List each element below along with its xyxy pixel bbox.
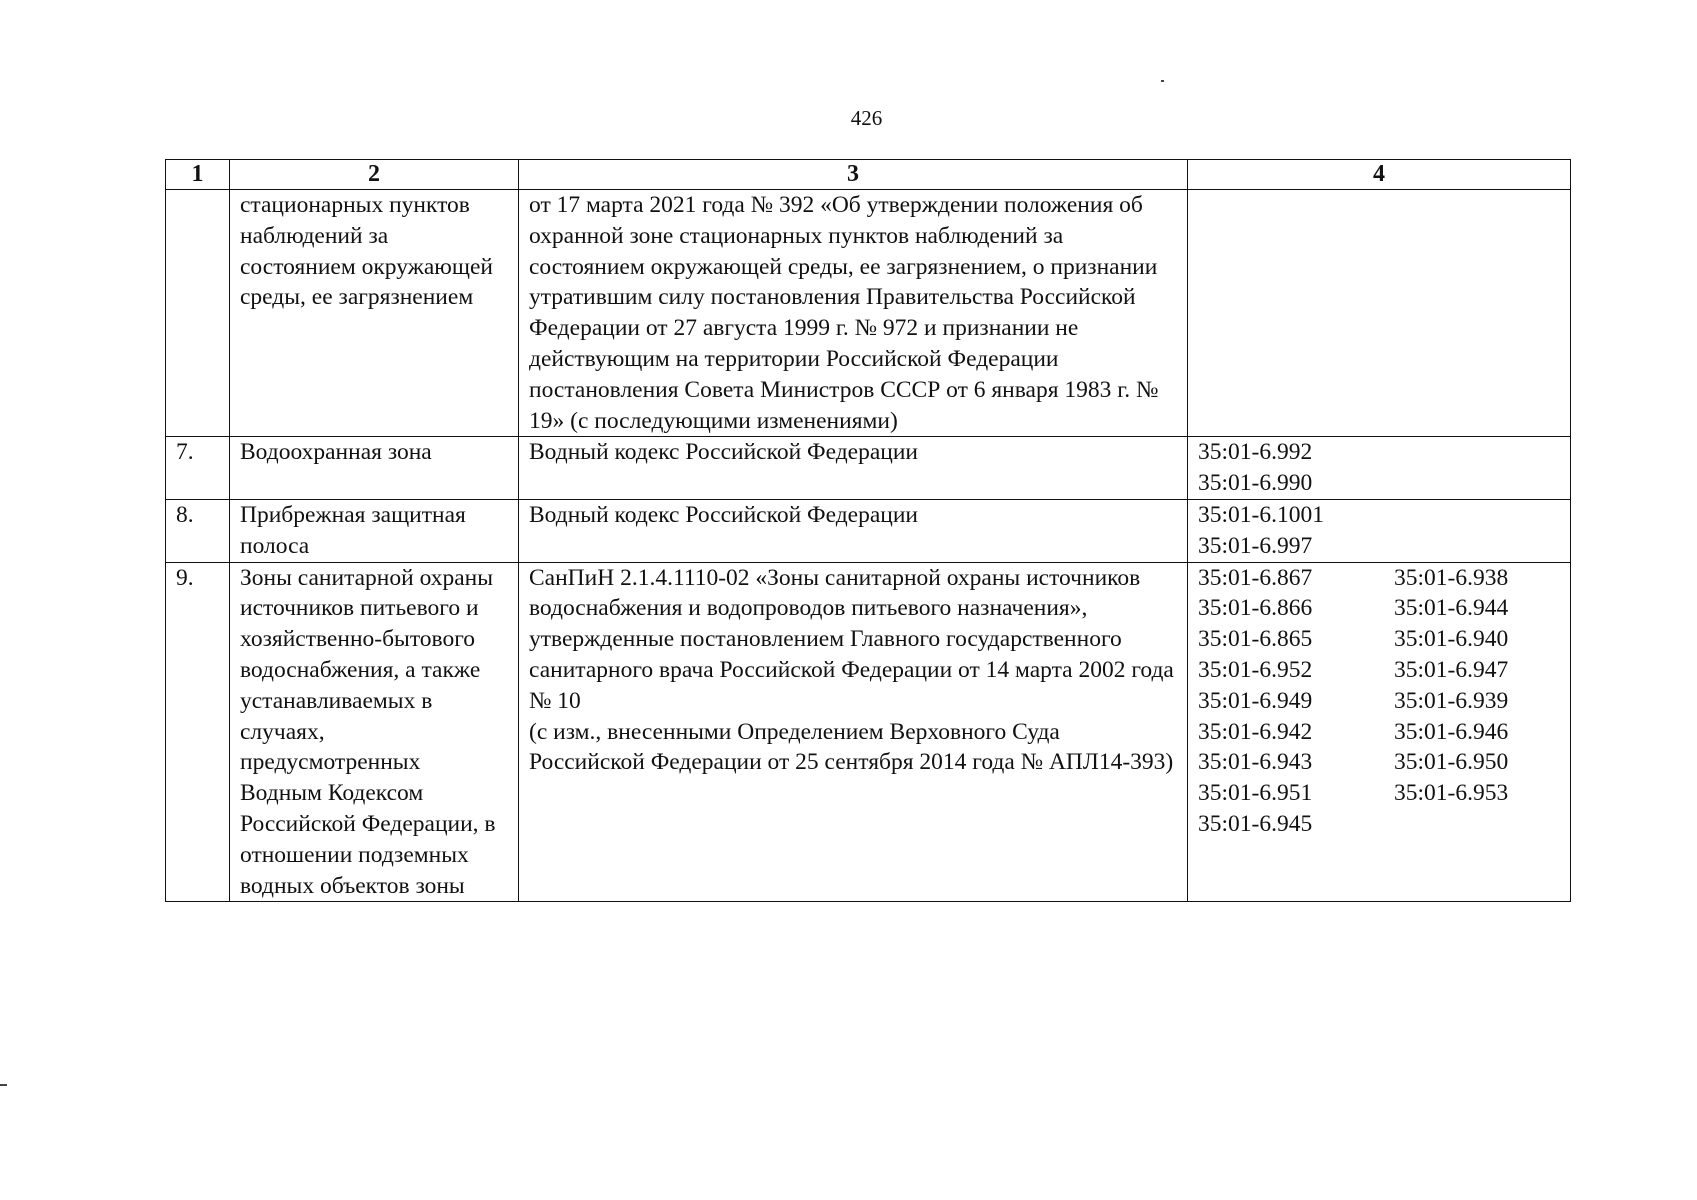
zone-code: 35:01-6.997 <box>1198 532 1313 559</box>
legal-basis: Водный кодекс Российской Федерации <box>519 437 1188 500</box>
zone-codes <box>1188 562 1571 902</box>
legal-basis: Водный кодекс Российской Федерации <box>519 499 1188 562</box>
header-col-2: 2 <box>230 160 519 190</box>
header-row <box>166 160 1571 190</box>
table-row <box>166 499 1571 562</box>
row-number: 7. <box>166 437 230 500</box>
table-row <box>166 437 1571 500</box>
legal-basis <box>519 562 1188 902</box>
table-row <box>166 190 1571 437</box>
row-number: 9. <box>166 562 230 902</box>
zone-code: 35:01-6.940 <box>1394 626 1509 653</box>
zone-code: 35:01-6.866 <box>1198 595 1313 622</box>
zone-code: 35:01-6.947 <box>1394 656 1509 683</box>
zone-codes <box>1188 190 1571 437</box>
zone-name: Зоны санитарной охраны источников питьевого и хозяйственно-бытового водоснабжения, а также устанавливаемых в случаях, предусмотренных Водным Кодексом Российской Федерации, в отношении подземных водных объектов зоны <box>230 562 519 902</box>
zones-table <box>165 159 1571 902</box>
zone-code: 35:01-6.945 <box>1198 810 1313 837</box>
zone-name: Водоохранная зона <box>230 437 519 500</box>
scan-speck <box>0 1084 7 1086</box>
scan-speck <box>1161 80 1164 82</box>
zone-code: 35:01-6.865 <box>1198 626 1313 653</box>
zone-code: 35:01-6.992 <box>1198 439 1313 466</box>
zone-code: 35:01-6.951 <box>1198 780 1313 807</box>
zone-code: 35:01-6.946 <box>1394 718 1509 745</box>
zone-code: 35:01-6.950 <box>1394 749 1509 776</box>
zone-code: 35:01-6.938 <box>1394 564 1509 591</box>
table-row <box>166 562 1571 902</box>
zone-code: 35:01-6.952 <box>1198 656 1313 683</box>
zone-codes <box>1188 437 1571 500</box>
zone-code: 35:01-6.944 <box>1394 595 1509 622</box>
row-number: 8. <box>166 499 230 562</box>
zone-code: 35:01-6.953 <box>1394 780 1509 807</box>
legal-basis-amendment: (с изм., внесенными Определением Верховного Суда Российской Федерации от 25 сентября 2014 года № АПЛ14-393) <box>529 718 1174 776</box>
legal-basis: от 17 марта 2021 года № 392 «Об утверждении положения об охранной зоне стационарных пунктов наблюдений за состоянием окружающей среды, ее загрязнением, о признании утратившим силу постановления Правительства Российской Федерации от 27 августа 1999 г. № 972 и признании не действующим на территории Российской Федерации постановления Совета Министров СССР от 6 января 1983 г. № 19» (с последующими изменениями) <box>519 190 1188 437</box>
zone-code: 35:01-6.949 <box>1198 687 1313 714</box>
page-number: 426 <box>850 106 883 130</box>
zone-code: 35:01-6.1001 <box>1198 501 1324 528</box>
header-col-4: 4 <box>1188 160 1571 190</box>
zone-codes-grid <box>1198 563 1560 840</box>
zone-name: стационарных пунктов наблюдений за состоянием окружающей среды, ее загрязнением <box>230 190 519 437</box>
zone-code: 35:01-6.943 <box>1198 749 1313 776</box>
legal-basis-main: СанПиН 2.1.4.1110-02 «Зоны санитарной охраны источников водоснабжения и водопроводов питьевого назначения», утвержденные постановлением Главного государственного санитарного врача Российской Федерации от 14 марта 2002 года № 10 <box>529 564 1174 714</box>
zone-codes <box>1188 499 1571 562</box>
row-number <box>166 190 230 437</box>
header-col-3: 3 <box>519 160 1188 190</box>
zone-code: 35:01-6.867 <box>1198 564 1313 591</box>
zone-code: 35:01-6.942 <box>1198 718 1313 745</box>
zone-code: 35:01-6.990 <box>1198 470 1313 497</box>
zone-code: 35:01-6.939 <box>1394 687 1509 714</box>
header-col-1: 1 <box>166 160 230 190</box>
zone-name: Прибрежная защитная полоса <box>230 499 519 562</box>
